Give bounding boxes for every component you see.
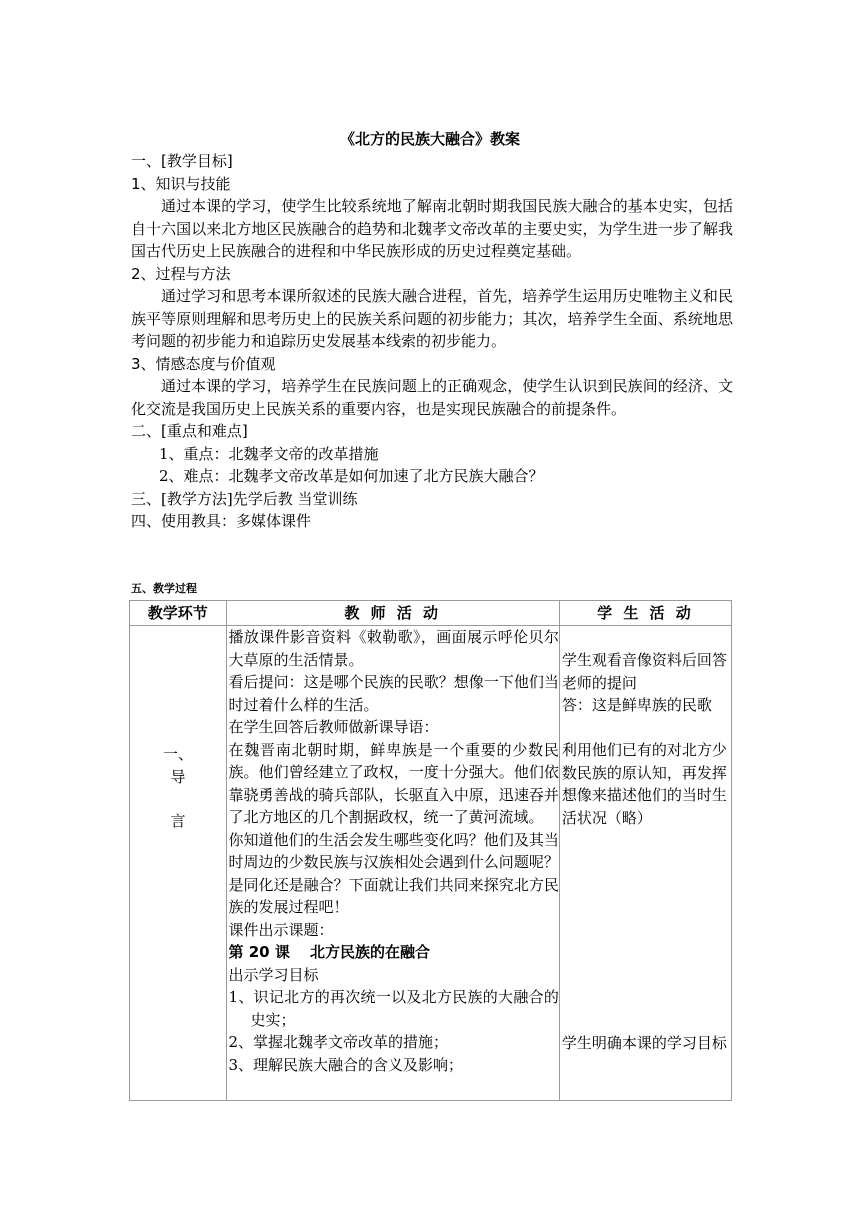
difficulty-item: 2、难点：北魏孝文帝改革是如何加速了北方民族大融合？ — [159, 467, 544, 485]
teacher-text: 你知道他们的生活会发生哪些变化吗？他们及其当时周边的少数民族与汉族相处会遇到什么问题呢？是同化还是融合？下面就让我们共同来探究北方民族的发展过程吧！ — [228, 830, 559, 916]
teacher-text: 出示学习目标 — [228, 965, 319, 984]
student-activity-cell — [559, 626, 731, 1101]
section-heading-keypoints: 二、[重点和难点] — [131, 422, 248, 440]
stage-cell — [130, 626, 227, 1101]
teacher-text: 在魏晋南北朝时期，鲜卑族是一个重要的少数民族。他们曾经建立了政权，一度十分强大。他们依靠骁勇善战的骑兵部队，长驱直入中原，迅速吞并了北方地区的几个割据政权，统一了黄河流域。 — [228, 740, 559, 826]
teacher-text: 播放课件影音资料《敕勒歌》，画面展示呼伦贝尔大草原的生活情景。 — [228, 628, 559, 669]
section-heading-objectives: 一、[教学目标] — [131, 152, 233, 170]
student-text: 学生观看音像资料后回答老师的提问 — [561, 651, 727, 692]
table-row — [130, 626, 732, 1101]
document-title: 《北方的民族大融合》教案 — [339, 130, 520, 148]
header-stage: 教学环节 — [130, 601, 227, 626]
learning-goal: 1、识记北方的再次统一以及北方民族的大融合的史实； — [228, 988, 559, 1029]
paragraph-knowledge: 通过本课的学习，使学生比较系统地了解南北朝时期我国民族大融合的基本史实，包括自十六国以来北方地区民族融合的趋势和北魏孝文帝改革的主要史实，为学生进一步了解我国古代历史上民族融合的进程和中华民族形成的历史过程奠定基础。 — [131, 197, 733, 260]
learning-goal: 2、掌握北魏孝文帝改革的措施； — [228, 1033, 449, 1051]
table-header-row — [130, 601, 732, 626]
subheading-values: 3、情感态度与价值观 — [131, 354, 276, 373]
subheading-process: 2、过程与方法 — [131, 264, 231, 283]
student-text: 学生明确本课的学习目标 — [561, 1034, 727, 1052]
teacher-text: 看后提问：这是哪个民族的民歌？想像一下他们当时过着什么样的生活。 — [228, 673, 559, 714]
teacher-activity-cell — [226, 626, 559, 1101]
paragraph-values: 通过本课的学习，培养学生在民族问题上的正确观念，使学生认识到民族间的经济、文化交流是我国历史上民族关系的重要内容，也是实现民族融合的前提条件。 — [131, 377, 733, 418]
section-heading-method: 三、[教学方法]先学后教 当堂训练 — [131, 489, 358, 508]
teacher-text: 在学生回答后教师做新课导语： — [228, 718, 439, 736]
section-heading-process: 五、教学过程 — [131, 582, 197, 595]
subheading-knowledge: 1、知识与技能 — [131, 174, 231, 193]
stage-label: 导 — [170, 767, 186, 786]
student-text: 答：这是鲜卑族的民歌 — [561, 696, 712, 714]
stage-label: 言 — [170, 812, 186, 830]
stage-label: 一、 — [162, 745, 193, 763]
learning-goal: 3、理解民族大融合的含义及影响； — [228, 1055, 464, 1074]
paragraph-process: 通过学习和思考本课所叙述的民族大融合进程，首先，培养学生运用历史唯物主义和民族平等原则理解和思考历史上的民族关系问题的初步能力；其次，培养学生全面、系统地思考问题的初步能力和追踪历史发展基本线索的初步能力。 — [131, 287, 733, 350]
stage-spacer — [130, 788, 226, 810]
teaching-process-table — [129, 600, 732, 1101]
document-body — [131, 150, 733, 533]
student-text: 利用他们已有的对北方少数民族的原认知，再发挥想像来描述他们的当时生活状况（略） — [561, 741, 727, 827]
lesson-title: 第 20 课 北方民族的在融合 — [228, 943, 431, 961]
header-teacher: 教 师 活 动 — [226, 601, 559, 626]
section-heading-tools: 四、使用教具：多媒体课件 — [131, 512, 312, 530]
keypoint-item: 1、重点：北魏孝文帝的改革措施 — [159, 444, 379, 463]
header-student: 学 生 活 动 — [559, 601, 731, 626]
teacher-text: 课件出示课题： — [228, 920, 334, 939]
